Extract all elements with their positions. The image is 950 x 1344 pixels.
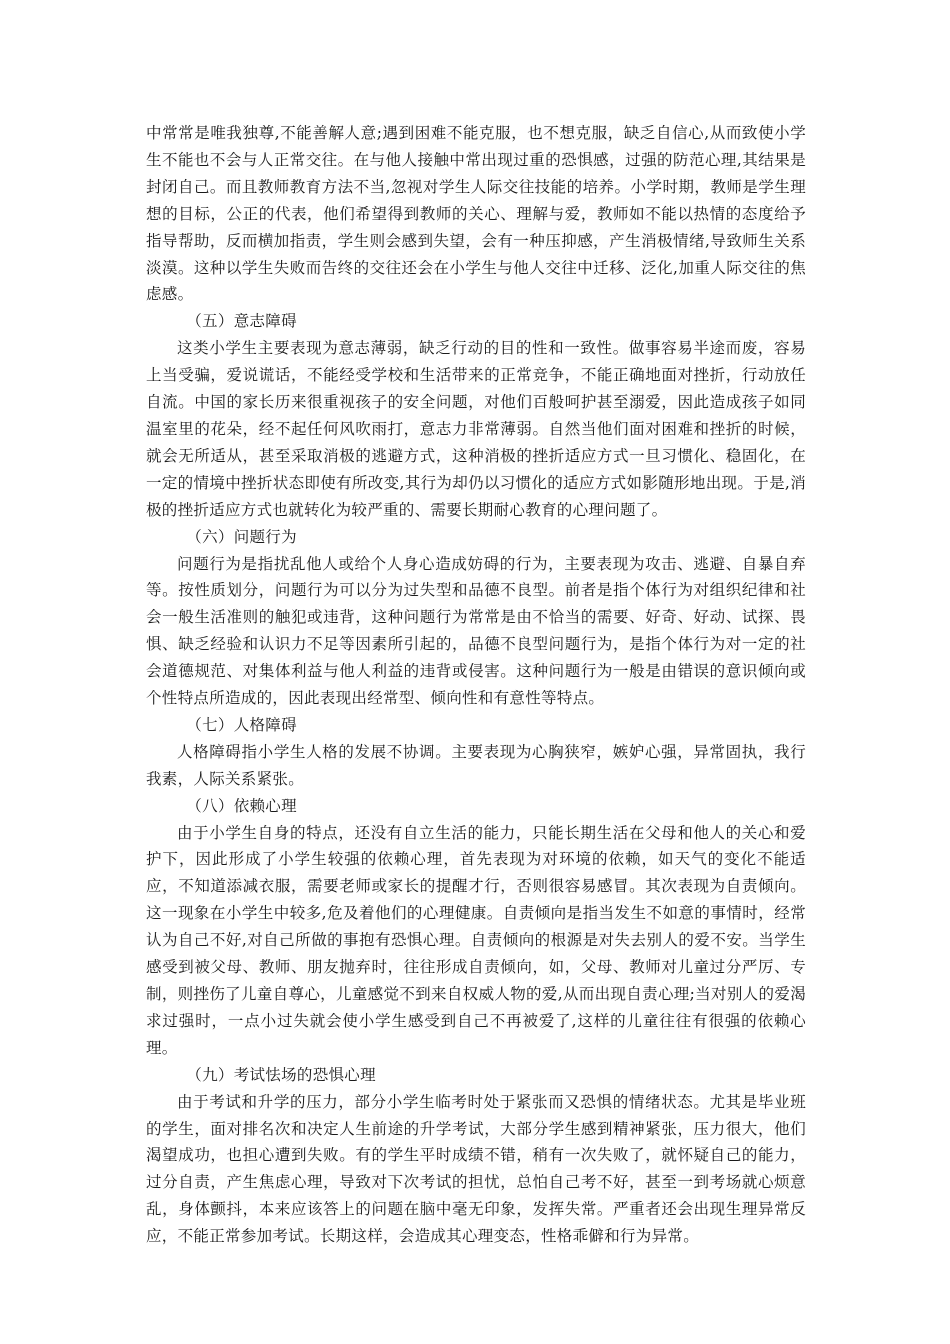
- paragraph-dependence: 由于小学生自身的特点，还没有自立生活的能力，只能长期生活在父母和他人的关心和爱护下，因此形成了小学生较强的依赖心理，首先表现为对环境的依赖，如天气的变化不能适应，不知道添减衣服，需要老师或家长的提醒才行，否则很容易感冒。其次表现为自责倾向。这一现象在小学生中较多,危及着他们的心理健康。自责倾向是指当发生不如意的事情时，经常认为自己不好,对自己所做的事抱有恐惧心理。自责倾向的根源是对失去别人的爱不安。当学生感受到被父母、教师、朋友抛弃时，往往形成自责倾向，如，父母、教师对儿童过分严厉、专制，则挫伤了儿童自尊心，儿童感觉不到来自权威人物的爱,从而出现自责心理;当对别人的爱渴求过强时，一点小过失就会使小学生感受到自己不再被爱了,这样的儿童往往有很强的依赖心理。: [146, 823, 806, 1057]
- paragraph-problem-behavior: 问题行为是指扰乱他人或给个人身心造成妨碍的行为，主要表现为攻击、逃避、自暴自弃等。按性质划分，问题行为可以分为过失型和品德不良型。前者是指个体行为对组织纪律和社会一般生活准则的触犯或违背，这种问题行为常常是由不恰当的需要、好奇、好动、试探、畏惧、缺乏经验和认识力不足等因素所引起的，品德不良型问题行为，是指个体行为对一定的社会道德规范、对集体利益与他人利益的违背或侵害。这种问题行为一般是由错误的意识倾向或个性特点所造成的，因此表现出经常型、倾向性和有意性等特点。: [146, 554, 806, 708]
- section-heading-7: （七）人格障碍: [186, 715, 297, 734]
- section-heading-8: （八）依赖心理: [186, 796, 297, 815]
- paragraph-willpower: 这类小学生主要表现为意志薄弱，缺乏行动的目的性和一致性。做事容易半途而废，容易上当受骗，爱说谎话，不能经受学校和生活带来的正常竞争，不能正确地面对挫折，行动放任自流。中国的家长历来很重视孩子的安全问题，对他们百般呵护甚至溺爱，因此造成孩子如同温室里的花朵，经不起任何风吹雨打，意志力非常薄弱。自然当他们面对困难和挫折的时候，就会无所适从，甚至采取消极的逃避方式，这种消极的挫折适应方式一旦习惯化、稳固化，在一定的情境中挫折状态即使有所改变,其行为却仍以习惯化的适应方式如影随形地出现。于是,消极的挫折适应方式也就转化为较严重的、需要长期耐心教育的心理问题了。: [146, 339, 806, 519]
- paragraph-exam-anxiety: 由于考试和升学的压力，部分小学生临考时处于紧张而又恐惧的情绪状态。尤其是毕业班的学生，面对排名次和决定人生前途的升学考试，大部分学生感到精神紧张，压力很大，他们渴望成功，也担心遭到失败。有的学生平时成绩不错，稍有一次失败了，就怀疑自己的能力，过分自责，产生焦虑心理，导致对下次考试的担忧，总怕自己考不好，甚至一到考场就心烦意乱，身体颤抖，本来应该答上的问题在脑中毫无印象，发挥失常。严重者还会出现生理异常反应，不能正常参加考试。长期这样，会造成其心理变态，性格乖僻和行为异常。: [146, 1092, 806, 1246]
- paragraph-interpersonal-continued: 中常常是唯我独尊,不能善解人意;遇到困难不能克服，也不想克服，缺乏自信心,从而致使小学生不能也不会与人正常交往。在与他人接触中常出现过重的恐惧感，过强的防范心理,其结果是封闭自己。而且教师教育方法不当,忽视对学生人际交往技能的培养。小学时期，教师是学生理想的目标，公正的代表，他们希望得到教师的关心、理解与爱，教师如不能以热情的态度给予指导帮助，反而横加指责，学生则会感到失望，会有一种压抑感，产生消极情绪,导致师生关系淡漠。这种以学生失败而告终的交往还会在小学生与他人交往中迁移、泛化,加重人际交往的焦虑感。: [146, 124, 806, 304]
- section-heading-9: （九）考试怯场的恐惧心理: [186, 1065, 376, 1084]
- section-heading-5: （五）意志障碍: [186, 312, 297, 331]
- document-page: [146, 120, 806, 1250]
- paragraph-personality: 人格障碍指小学生人格的发展不协调。主要表现为心胸狭窄，嫉妒心强，异常固执，我行我素，人际关系紧张。: [146, 742, 806, 788]
- section-heading-6: （六）问题行为: [186, 527, 297, 546]
